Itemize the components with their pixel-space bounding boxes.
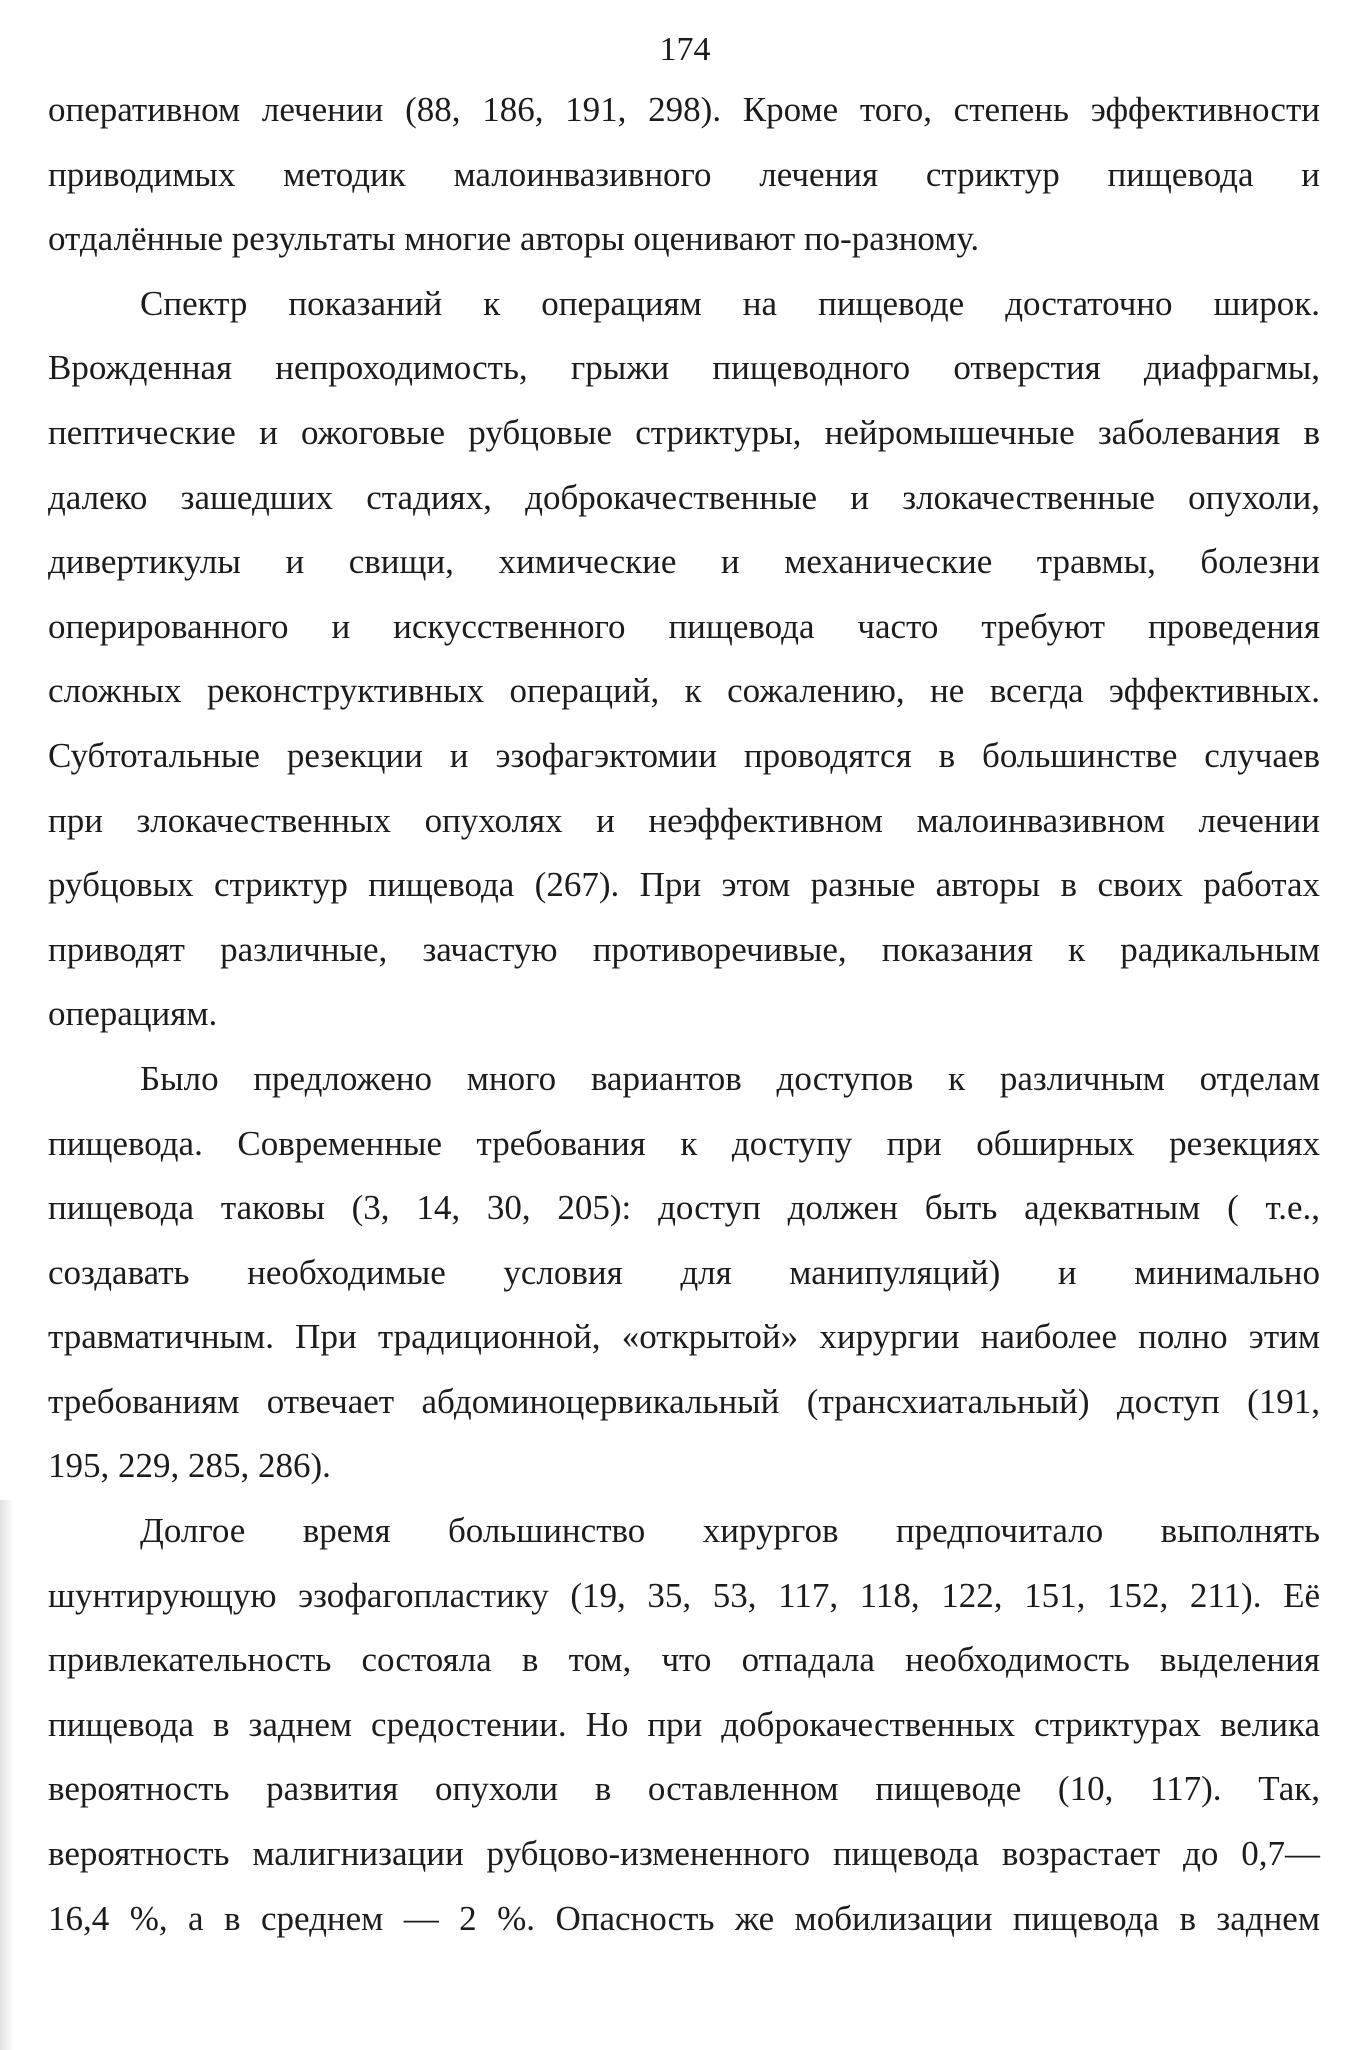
text-line: Врожденная непроходимость, грыжи пищеводного отверстия диафрагмы, <box>48 348 1320 388</box>
text-line: приводят различные, зачастую противоречивые, показания к радикальным <box>48 929 1320 969</box>
text-line: травматичным. При традиционной, «открытой» хирургии наиболее полно этим <box>48 1317 1320 1357</box>
text-line: вероятность развития опухоли в оставленном пищеводе (10, 117). Так, <box>48 1769 1320 1809</box>
text-line: пищевода в заднем средостении. Но при доброкачественных стриктурах велика <box>48 1704 1320 1744</box>
text-line: оперированного и искусственного пищевода часто требуют проведения <box>48 606 1320 646</box>
text-line: создавать необходимые условия для манипуляций) и минимально <box>48 1252 1320 1292</box>
text-line: Субтотальные резекции и эзофагэктомии проводятся в большинстве случаев <box>48 735 1320 775</box>
text-line: пищевода. Современные требования к доступу при обширных резекциях <box>48 1123 1320 1163</box>
text-line: вероятность малигнизации рубцово-измененного пищевода возрастает до 0,7— <box>48 1834 1320 1874</box>
text-line: требованиям отвечает абдоминоцервикальный (трансхиатальный) доступ (191, <box>48 1381 1320 1421</box>
text-line: оперативном лечении (88, 186, 191, 298). Кроме того, степень эффективности <box>48 90 1320 129</box>
text-line: пептические и ожоговые рубцовые стриктуры, нейромышечные заболевания в <box>48 412 1320 452</box>
text-line: 195, 229, 285, 286). <box>48 1446 331 1486</box>
text-line: пищевода таковы (3, 14, 30, 205): доступ должен быть адекватным ( т.е., <box>48 1188 1320 1228</box>
page-body <box>48 78 1320 1951</box>
text-line: Было предложено много вариантов доступов к различным отделам <box>140 1058 1320 1098</box>
text-line: 16,4 %, а в среднем — 2 %. Опасность же мобилизации пищевода в заднем <box>48 1898 1320 1938</box>
text-line: шунтирующую эзофагопластику (19, 35, 53, 117, 118, 122, 151, 152, 211). Её <box>48 1575 1320 1615</box>
text-line: сложных реконструктивных операций, к сожалению, не всегда эффективных. <box>48 671 1320 711</box>
text-line: рубцовых стриктур пищевода (267). При этом разные авторы в своих работах <box>48 865 1320 905</box>
text-line: операциям. <box>48 994 218 1034</box>
text-line: привлекательность состояла в том, что отпадала необходимость выделения <box>48 1640 1320 1680</box>
text-line: приводимых методик малоинвазивного лечения стриктур пищевода и <box>48 154 1320 194</box>
text-line: отдалённые результаты многие авторы оценивают по-разному. <box>48 219 980 259</box>
page-number: 174 <box>659 31 711 68</box>
text-line: дивертикулы и свищи, химические и механические травмы, болезни <box>48 542 1320 582</box>
paragraph <box>48 1499 1320 1951</box>
text-line: Долгое время большинство хирургов предпочитало выполнять <box>140 1511 1320 1551</box>
text-line: при злокачественных опухолях и неэффективном малоинвазивном лечении <box>48 800 1320 840</box>
text-line: Спектр показаний к операциям на пищеводе достаточно широк. <box>140 283 1320 323</box>
paragraph <box>48 1047 1320 1499</box>
paragraph <box>48 78 1320 272</box>
scan-edge-shadow <box>0 1500 14 2050</box>
paragraph <box>48 272 1320 1047</box>
text-line: далеко зашедших стадиях, доброкачественные и злокачественные опухоли, <box>48 477 1320 517</box>
